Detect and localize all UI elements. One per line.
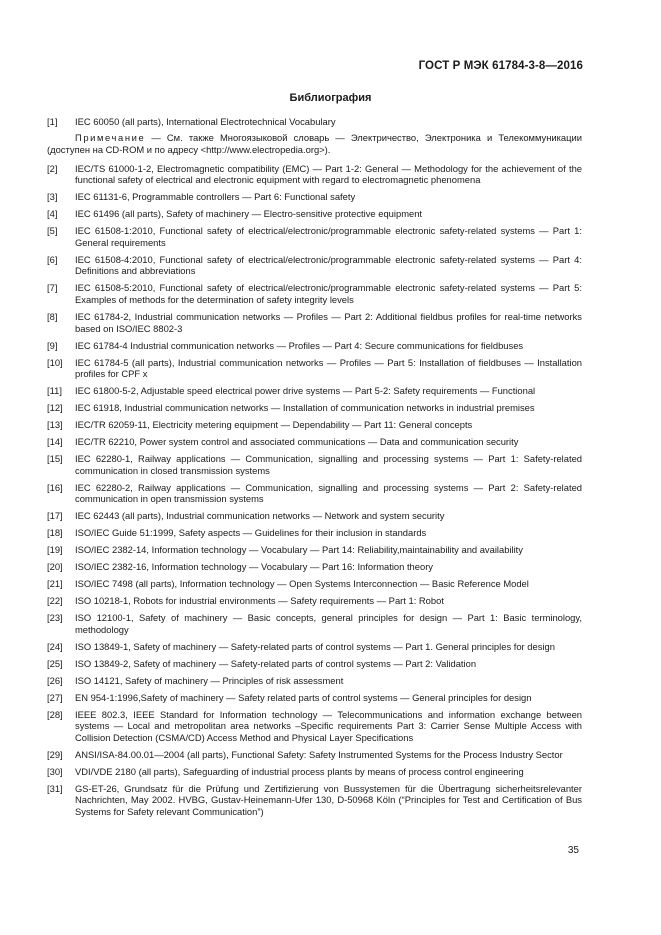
reference-number: [11] bbox=[47, 385, 62, 397]
reference-item bbox=[47, 419, 582, 431]
reference-item bbox=[47, 510, 582, 522]
reference-text: IEC 60050 (all parts), International Electrotechnical Vocabulary bbox=[75, 116, 336, 127]
reference-number: [8] bbox=[47, 310, 58, 322]
reference-text: IEC 61496 (all parts), Safety of machinery — Electro-sensitive protective equipment bbox=[75, 208, 423, 220]
reference-number: [24] bbox=[47, 640, 63, 652]
reference-item bbox=[47, 282, 582, 305]
reference-item bbox=[47, 658, 582, 670]
reference-number: [6] bbox=[47, 253, 58, 265]
reference-text: IEC/TR 62059-11, Electricity metering equipment — Dependability — Part 11: General concepts bbox=[75, 419, 473, 431]
reference-number: [1] bbox=[47, 116, 58, 127]
reference-number: [13] bbox=[47, 419, 63, 431]
reference-text: IEC/TS 61000-1-2, Electromagnetic compatibility (EMC) — Part 1-2: General — Methodology for the achievement of the functional safety of electrical and electronic equipment with regard to electromagnetic phenomena bbox=[75, 162, 582, 186]
reference-number: [22] bbox=[47, 595, 63, 607]
reference-note bbox=[47, 132, 582, 155]
reference-item bbox=[47, 482, 582, 505]
bibliography-list bbox=[47, 116, 582, 823]
reference-item bbox=[47, 675, 582, 687]
reference-text: IEC 61508-5:2010, Functional safety of electrical/electronic/programmable electronic safety-related systems — Part 5: Examples of methods for the determination of safety integrity levels bbox=[75, 282, 582, 305]
reference-number: [26] bbox=[47, 674, 63, 686]
page-title: Библиография bbox=[289, 92, 372, 104]
reference-number: [10] bbox=[47, 356, 63, 368]
reference-item bbox=[47, 453, 582, 476]
reference-number: [5] bbox=[47, 225, 58, 237]
reference-item bbox=[47, 116, 582, 128]
reference-item bbox=[47, 402, 582, 414]
reference-item bbox=[47, 595, 582, 607]
reference-number: [29] bbox=[47, 748, 63, 760]
reference-item bbox=[47, 436, 582, 448]
reference-item bbox=[47, 709, 582, 744]
reference-item bbox=[47, 527, 582, 539]
reference-text: ISO 13849-2, Safety of machinery — Safety-related parts of control systems — Part 2: Validation bbox=[75, 657, 477, 669]
reference-number: [19] bbox=[47, 544, 63, 556]
reference-item bbox=[47, 254, 582, 277]
reference-text: IEC 61784-2, Industrial communication networks — Profiles — Part 2: Additional fieldbus profiles for real-time networks based on ISO/IEC 8802-3 bbox=[75, 310, 582, 334]
reference-item bbox=[47, 385, 582, 397]
reference-number: [30] bbox=[47, 765, 63, 777]
reference-text: IEC 61508-1:2010, Functional safety of electrical/electronic/programmable electronic safety-related systems — Part 1: General requirements bbox=[75, 225, 582, 248]
reference-item bbox=[47, 578, 582, 590]
reference-text: ISO/IEC Guide 51:1999, Safety aspects — Guidelines for their inclusion in standards bbox=[75, 527, 427, 539]
reference-number: [23] bbox=[47, 612, 63, 624]
reference-number: [31] bbox=[47, 782, 63, 794]
reference-number: [3] bbox=[47, 191, 58, 203]
reference-text: IEC 62280-2, Railway applications — Communication, signalling and processing systems — Part 2: Safety-related communication in open transmission systems bbox=[75, 481, 582, 505]
reference-number: [4] bbox=[47, 208, 58, 220]
reference-text: IEC 61918, Industrial communication networks — Installation of communication networks in industrial premises bbox=[75, 402, 535, 414]
reference-text: GS-ET-26, Grundsatz für die Prüfung und Zertifizierung von Bussystemen für die Übertragung sicherheitsrelevanter Nachrichten, May 2002. HVBG, Gustav-Heinemann-Ufer 130, D-50968 Köln (“Principles for Test and Certification of Bus Systems for Safety relevant Communication”) bbox=[75, 782, 582, 817]
reference-text: ANSI/ISA-84.00.01—2004 (all parts), Functional Safety: Safety Instrumented Systems for the Process Industry Sector bbox=[75, 748, 563, 760]
reference-text: IEC 62280-1, Railway applications — Communication, signalling and processing systems — Part 1: Safety-related communication in closed transmission systems bbox=[75, 453, 582, 476]
reference-text: IEC 61784-5 (all parts), Industrial communication networks — Profiles — Part 5: Installation of fieldbuses — Installation profiles for CPF x bbox=[75, 356, 582, 380]
reference-text: IEC 61800-5-2, Adjustable speed electrical power drive systems — Part 5-2: Safety requirements — Functional bbox=[75, 385, 536, 397]
page-number: 35 bbox=[567, 845, 579, 856]
reference-number: [14] bbox=[47, 436, 63, 448]
reference-number: [7] bbox=[47, 282, 58, 294]
reference-number: [16] bbox=[47, 481, 63, 493]
reference-item bbox=[47, 208, 582, 220]
reference-text: IEC 61784-4 Industrial communication networks — Profiles — Part 4: Secure communications for fieldbuses bbox=[75, 339, 524, 351]
reference-number: [9] bbox=[47, 339, 58, 351]
reference-number: [21] bbox=[47, 578, 63, 590]
reference-item bbox=[47, 766, 582, 778]
note-text: — См. также Многоязыковой словарь — Электричество, Электроника и Телекоммуникации (доступен на CD-ROM и по адресу <http://www.electropedia.org>). bbox=[47, 132, 582, 156]
reference-number: [20] bbox=[47, 561, 63, 573]
reference-number: [18] bbox=[47, 527, 63, 539]
reference-text: ISO/IEC 2382-14, Information technology — Vocabulary — Part 14: Reliability,maintainability and availability bbox=[75, 544, 523, 556]
reference-entries bbox=[47, 116, 582, 818]
reference-text: IEC/TR 62210, Power system control and associated communications — Data and communication security bbox=[75, 436, 519, 448]
reference-item bbox=[47, 163, 582, 186]
reference-item bbox=[47, 783, 582, 818]
reference-item bbox=[47, 561, 582, 573]
reference-number: [15] bbox=[47, 453, 63, 465]
reference-number: [2] bbox=[47, 162, 58, 174]
reference-number: [27] bbox=[47, 691, 63, 703]
reference-text: ISO 12100-1, Safety of machinery — Basic concepts, general principles for design — Part 1: Basic terminology, methodology bbox=[75, 612, 582, 635]
reference-item bbox=[47, 612, 582, 635]
reference-item bbox=[47, 191, 582, 203]
reference-number: [17] bbox=[47, 510, 63, 522]
reference-item bbox=[47, 225, 582, 248]
reference-item bbox=[47, 357, 582, 380]
reference-text: IEC 61508-4:2010, Functional safety of electrical/electronic/programmable electronic safety-related systems — Part 4: Definitions and abbreviations bbox=[75, 253, 582, 277]
reference-item bbox=[47, 749, 582, 761]
reference-text: VDI/VDE 2180 (all parts), Safeguarding of industrial process plants by means of process control engineering bbox=[75, 765, 524, 777]
reference-item bbox=[47, 641, 582, 653]
reference-item bbox=[47, 311, 582, 334]
reference-text: ISO 13849-1, Safety of machinery — Safety-related parts of control systems — Part 1. General principles for design bbox=[75, 640, 555, 652]
reference-number: [28] bbox=[47, 708, 63, 720]
reference-text: ISO 14121, Safety of machinery — Principles of risk assessment bbox=[75, 674, 344, 686]
reference-text: IEC 61131-6, Programmable controllers — Part 6: Functional safety bbox=[75, 191, 356, 203]
reference-text: ISO/IEC 2382-16, Information technology — Vocabulary — Part 16: Information theory bbox=[75, 561, 433, 573]
note-label: Примечание bbox=[75, 132, 146, 144]
reference-number: [25] bbox=[47, 657, 63, 669]
reference-number: [12] bbox=[47, 402, 63, 414]
document-header: ГОСТ Р МЭК 61784-3-8—2016 bbox=[418, 60, 583, 72]
reference-item bbox=[47, 692, 582, 704]
reference-text: EN 954-1:1996,Safety of machinery — Safety related parts of control systems — General principles for design bbox=[75, 691, 532, 703]
reference-text: IEEE 802.3, IEEE Standard for Information technology — Telecommunications and information exchange between systems — Local and metropolitan area networks –Specific requirements Part 3: Carrier Sense Multiple Access with Collision Detection (CSMA/CD) Access Method and Physical Layer Specifications bbox=[75, 708, 582, 743]
reference-text: ISO/IEC 7498 (all parts), Information technology — Open Systems Interconnection — Basic Reference Model bbox=[75, 578, 529, 590]
reference-text: ISO 10218-1, Robots for industrial environments — Safety requirements — Part 1: Robot bbox=[75, 595, 444, 607]
reference-text: IEC 62443 (all parts), Industrial communication networks — Network and system security bbox=[75, 510, 445, 522]
reference-item bbox=[47, 544, 582, 556]
reference-item bbox=[47, 340, 582, 352]
